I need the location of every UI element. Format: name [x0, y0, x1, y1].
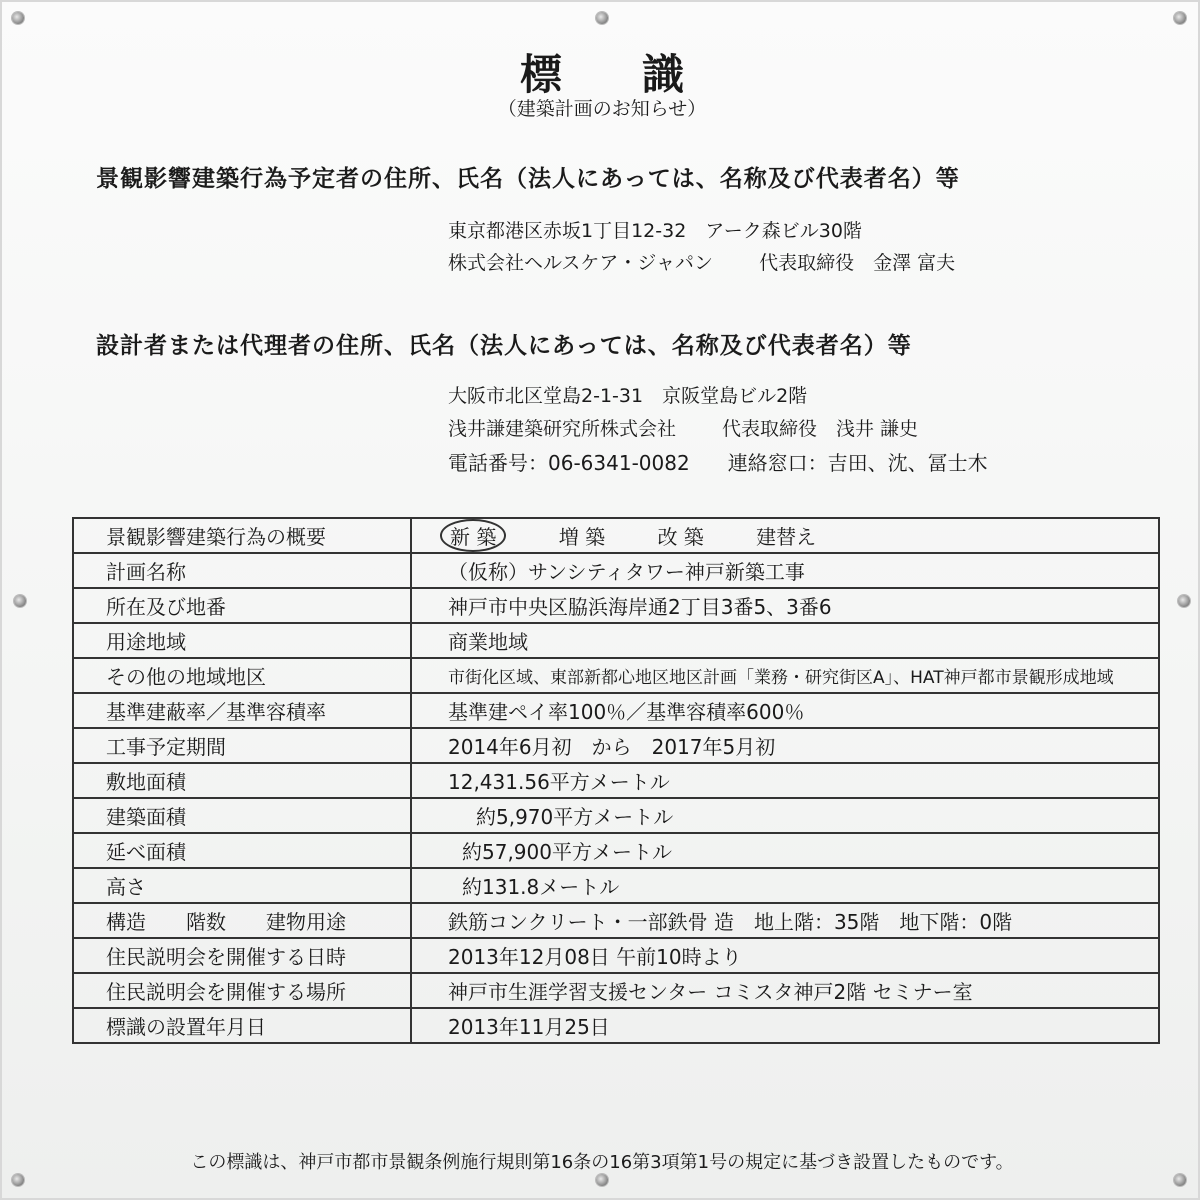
table-row [73, 798, 1159, 833]
footer-note: この標識は、神戸市都市景観条例施行規則第16条の16第3項第1号の規定に基づき設置したものです。 [190, 1152, 1014, 1173]
row-label: 延べ面積 [73, 833, 411, 868]
row-label: 標識の設置年月日 [73, 1008, 411, 1043]
page-title [2, 42, 1200, 102]
row-value: 2013年12月08日 午前10時より [411, 938, 1159, 973]
row-label: 景観影響建築行為の概要 [73, 518, 411, 553]
row-value: 12,431.56平方メートル [411, 763, 1159, 798]
designer-heading: 設計者または代理者の住所、氏名（法人にあっては、名称及び代表者名）等 [96, 333, 912, 359]
table-row [73, 728, 1159, 763]
row-value: 2013年11月25日 [411, 1008, 1159, 1043]
title-char-2: 識 [642, 50, 685, 99]
screw-icon [1178, 595, 1190, 607]
screw-icon [12, 1174, 24, 1186]
title-char-1: 標 [519, 50, 562, 99]
row-label: 建築面積 [73, 798, 411, 833]
table-row [73, 833, 1159, 868]
table-row [73, 903, 1159, 938]
designer-address: 大阪市北区堂島2-1-31 京阪堂島ビル2階 [448, 385, 808, 407]
designer-representative: 代表取締役 浅井 謙史 [722, 418, 919, 440]
table-row [73, 518, 1159, 553]
build-type-selected: 新 築 [440, 519, 506, 552]
row-value: 市街化区域、東部新都心地区地区計画「業務・研究街区A」、HAT神戸都市景観形成地域 [411, 658, 1159, 693]
row-label: 高さ [73, 868, 411, 903]
row-value: 鉄筋コンクリート・一部鉄骨 造 地上階：35階 地下階：0階 [411, 903, 1159, 938]
row-label: 所在及び地番 [73, 588, 411, 623]
row-value: 約57,900平方メートル [411, 833, 1159, 868]
owner-representative: 代表取締役 金澤 富夫 [759, 252, 956, 274]
table-row [73, 973, 1159, 1008]
table-row [73, 553, 1159, 588]
build-type-option: 増 築 [558, 525, 606, 549]
row-value: 商業地域 [411, 623, 1159, 658]
designer-contact: 連絡窓口：吉田、沈、冨士木 [727, 451, 988, 475]
table-row [73, 938, 1159, 973]
owner-company: 株式会社ヘルスケア・ジャパン [448, 252, 714, 274]
screw-icon [14, 595, 26, 607]
designer-company: 浅井謙建築研究所株式会社 [448, 418, 677, 440]
build-type-option: 改 築 [657, 525, 704, 549]
table-row [73, 868, 1159, 903]
row-value: 神戸市生涯学習支援センター コミスタ神戸2階 セミナー室 [411, 973, 1159, 1008]
table-row [73, 623, 1159, 658]
overview-table [72, 517, 1160, 1044]
designer-phone: 電話番号：06-6341-0082 [448, 451, 690, 475]
table-row [73, 588, 1159, 623]
row-value: 約131.8メートル [411, 868, 1159, 903]
owner-heading: 景観影響建築行為予定者の住所、氏名（法人にあっては、名称及び代表者名）等 [96, 166, 960, 192]
row-label: その他の地域地区 [73, 658, 411, 693]
screw-icon [12, 12, 24, 24]
designer-company-line [448, 414, 918, 441]
table-row [73, 763, 1159, 798]
owner-company-line [448, 248, 955, 275]
build-type-cell [411, 518, 1159, 553]
row-value: 神戸市中央区脇浜海岸通2丁目3番5、3番6 [411, 588, 1159, 623]
designer-contact-line [448, 447, 988, 476]
row-label: 基準建蔽率／基準容積率 [73, 693, 411, 728]
row-label: 住民説明会を開催する場所 [73, 973, 411, 1008]
row-value: 基準建ペイ率100％／基準容積率600％ [411, 693, 1159, 728]
table-row [73, 693, 1159, 728]
row-label: 住民説明会を開催する日時 [73, 938, 411, 973]
build-type-option: 建替え [756, 525, 817, 549]
table-row [73, 1008, 1159, 1043]
row-value: 2014年6月初 から 2017年5月初 [411, 728, 1159, 763]
table-row [73, 658, 1159, 693]
row-label: 工事予定期間 [73, 728, 411, 763]
row-value: 約5,970平方メートル [411, 798, 1159, 833]
owner-address: 東京都港区赤坂1丁目12-32 アーク森ビル30階 [448, 220, 862, 242]
screw-icon [596, 12, 608, 24]
row-label: 計画名称 [73, 553, 411, 588]
screw-icon [596, 1174, 608, 1186]
screw-icon [1174, 1174, 1186, 1186]
row-value: （仮称）サンシティタワー神戸新築工事 [411, 553, 1159, 588]
row-label: 構造 階数 建物用途 [73, 903, 411, 938]
row-label: 用途地域 [73, 623, 411, 658]
screw-icon [1174, 12, 1186, 24]
row-label: 敷地面積 [73, 763, 411, 798]
page-subtitle: （建築計画のお知らせ） [497, 98, 707, 120]
